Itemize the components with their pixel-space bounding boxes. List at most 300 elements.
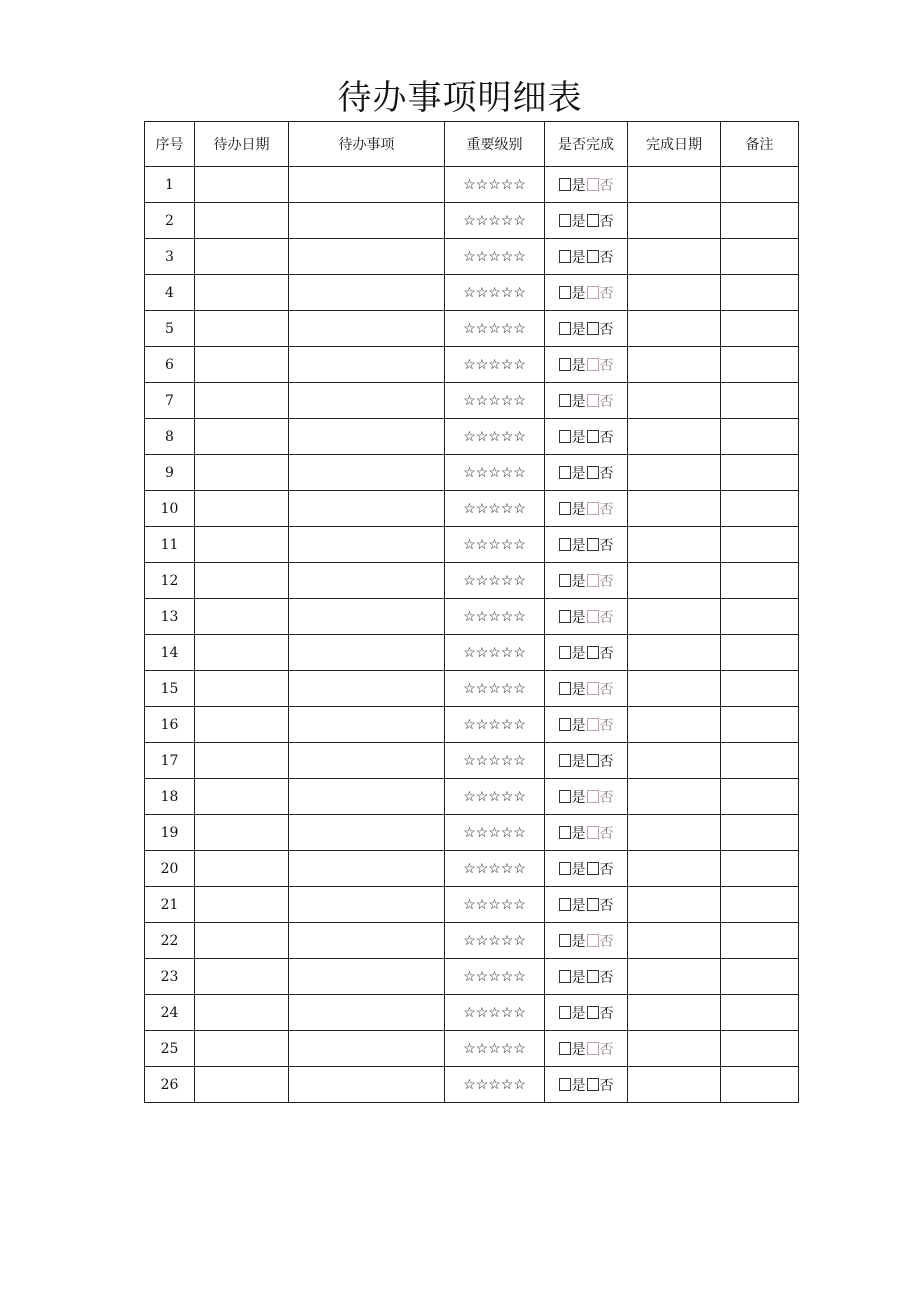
row-done-date-cell[interactable] <box>628 311 721 347</box>
row-date-cell[interactable] <box>195 203 289 239</box>
row-level-stars[interactable]: ☆☆☆☆☆ <box>445 1067 545 1103</box>
done-no-option[interactable] <box>587 862 614 878</box>
row-seq: 4 <box>145 275 195 311</box>
row-item-cell[interactable] <box>289 923 445 959</box>
row-item-cell[interactable] <box>289 491 445 527</box>
row-done-date-cell[interactable] <box>628 599 721 635</box>
done-no-label: 否 <box>599 861 614 878</box>
done-yes-label: 是 <box>571 969 586 986</box>
row-note-cell[interactable] <box>721 491 799 527</box>
table-row <box>145 851 799 887</box>
done-no-option[interactable] <box>587 970 614 986</box>
row-note-cell[interactable] <box>721 635 799 671</box>
done-yes-option[interactable] <box>559 502 586 518</box>
row-note-cell[interactable] <box>721 995 799 1031</box>
checkbox-icon[interactable] <box>559 574 571 587</box>
checkbox-icon[interactable] <box>587 502 599 515</box>
checkbox-icon[interactable] <box>559 358 571 371</box>
row-item-cell[interactable] <box>289 203 445 239</box>
done-no-option[interactable] <box>587 1078 614 1094</box>
row-item-cell[interactable] <box>289 1067 445 1103</box>
row-note-cell[interactable] <box>721 851 799 887</box>
header-done-date: 完成日期 <box>628 122 721 167</box>
row-date-cell[interactable] <box>195 1067 289 1103</box>
row-level-stars[interactable]: ☆☆☆☆☆ <box>445 563 545 599</box>
done-no-option[interactable] <box>587 502 614 518</box>
row-done-cell <box>545 455 628 491</box>
row-note-cell[interactable] <box>721 779 799 815</box>
done-yes-option[interactable] <box>559 574 586 590</box>
table-row <box>145 779 799 815</box>
done-yes-option[interactable] <box>559 250 586 266</box>
row-done-date-cell[interactable] <box>628 1031 721 1067</box>
row-date-cell[interactable] <box>195 383 289 419</box>
row-note-cell[interactable] <box>721 419 799 455</box>
row-seq: 8 <box>145 419 195 455</box>
checkbox-icon[interactable] <box>587 970 599 983</box>
checkbox-icon[interactable] <box>587 862 599 875</box>
checkbox-icon[interactable] <box>587 790 599 803</box>
row-level-stars[interactable]: ☆☆☆☆☆ <box>445 527 545 563</box>
row-done-cell <box>545 527 628 563</box>
row-done-date-cell[interactable] <box>628 455 721 491</box>
row-item-cell[interactable] <box>289 707 445 743</box>
row-date-cell[interactable] <box>195 851 289 887</box>
row-level-stars[interactable]: ☆☆☆☆☆ <box>445 167 545 203</box>
done-no-option[interactable] <box>587 646 614 662</box>
row-item-cell[interactable] <box>289 527 445 563</box>
row-item-cell[interactable] <box>289 815 445 851</box>
done-no-option[interactable] <box>587 718 614 734</box>
checkbox-icon[interactable] <box>559 682 571 695</box>
checkbox-icon[interactable] <box>587 358 599 371</box>
table-body <box>145 167 799 1103</box>
row-done-date-cell[interactable] <box>628 275 721 311</box>
checkbox-icon[interactable] <box>587 574 599 587</box>
done-no-label: 否 <box>599 1077 614 1094</box>
row-done-date-cell[interactable] <box>628 347 721 383</box>
checkbox-icon[interactable] <box>587 538 599 551</box>
row-item-cell[interactable] <box>289 239 445 275</box>
row-level-stars[interactable]: ☆☆☆☆☆ <box>445 347 545 383</box>
done-yes-option[interactable] <box>559 214 586 230</box>
checkbox-icon[interactable] <box>559 826 571 839</box>
row-level-stars[interactable]: ☆☆☆☆☆ <box>445 311 545 347</box>
checkbox-icon[interactable] <box>559 178 571 191</box>
done-yes-label: 是 <box>571 861 586 878</box>
table-row <box>145 743 799 779</box>
row-date-cell[interactable] <box>195 455 289 491</box>
checkbox-icon[interactable] <box>559 322 571 335</box>
row-done-cell <box>545 635 628 671</box>
done-no-label: 否 <box>599 933 614 950</box>
checkbox-icon[interactable] <box>559 430 571 443</box>
header-done: 是否完成 <box>545 122 628 167</box>
done-yes-option[interactable] <box>559 970 586 986</box>
row-date-cell[interactable] <box>195 491 289 527</box>
done-yes-option[interactable] <box>559 826 586 842</box>
checkbox-icon[interactable] <box>559 250 571 263</box>
row-level-stars[interactable]: ☆☆☆☆☆ <box>445 383 545 419</box>
row-item-cell[interactable] <box>289 455 445 491</box>
row-date-cell[interactable] <box>195 779 289 815</box>
done-yes-option[interactable] <box>559 754 586 770</box>
row-level-stars[interactable]: ☆☆☆☆☆ <box>445 275 545 311</box>
done-no-label: 否 <box>599 573 614 590</box>
checkbox-icon[interactable] <box>559 466 571 479</box>
checkbox-icon[interactable] <box>559 286 571 299</box>
row-level-stars[interactable]: ☆☆☆☆☆ <box>445 1031 545 1067</box>
row-note-cell[interactable] <box>721 743 799 779</box>
checkbox-icon[interactable] <box>587 934 599 947</box>
checkbox-icon[interactable] <box>587 394 599 407</box>
done-yes-option[interactable] <box>559 1006 586 1022</box>
done-yes-option[interactable] <box>559 322 586 338</box>
done-yes-option[interactable] <box>559 394 586 410</box>
row-item-cell[interactable] <box>289 779 445 815</box>
row-done-date-cell[interactable] <box>628 491 721 527</box>
row-level-stars[interactable]: ☆☆☆☆☆ <box>445 455 545 491</box>
done-no-option[interactable] <box>587 250 614 266</box>
row-done-date-cell[interactable] <box>628 815 721 851</box>
header-note: 备注 <box>721 122 799 167</box>
done-no-option[interactable] <box>587 826 614 842</box>
checkbox-icon[interactable] <box>587 1078 599 1091</box>
done-no-label: 否 <box>599 177 614 194</box>
done-yes-option[interactable] <box>559 358 586 374</box>
row-done-date-cell[interactable] <box>628 527 721 563</box>
row-done-date-cell[interactable] <box>628 779 721 815</box>
row-seq: 24 <box>145 995 195 1031</box>
row-note-cell[interactable] <box>721 167 799 203</box>
row-item-cell[interactable] <box>289 635 445 671</box>
row-seq: 26 <box>145 1067 195 1103</box>
row-level-stars[interactable]: ☆☆☆☆☆ <box>445 995 545 1031</box>
table-row <box>145 275 799 311</box>
table-row <box>145 995 799 1031</box>
row-item-cell[interactable] <box>289 167 445 203</box>
row-level-stars[interactable]: ☆☆☆☆☆ <box>445 815 545 851</box>
done-yes-option[interactable] <box>559 178 586 194</box>
done-yes-option[interactable] <box>559 646 586 662</box>
row-note-cell[interactable] <box>721 815 799 851</box>
checkbox-icon[interactable] <box>587 1042 599 1055</box>
row-level-stars[interactable]: ☆☆☆☆☆ <box>445 743 545 779</box>
done-no-option[interactable] <box>587 214 614 230</box>
checkbox-icon[interactable] <box>587 682 599 695</box>
done-yes-label: 是 <box>571 789 586 806</box>
row-note-cell[interactable] <box>721 671 799 707</box>
row-date-cell[interactable] <box>195 311 289 347</box>
done-no-option[interactable] <box>587 322 614 338</box>
table-row <box>145 1031 799 1067</box>
row-item-cell[interactable] <box>289 275 445 311</box>
row-date-cell[interactable] <box>195 419 289 455</box>
done-yes-option[interactable] <box>559 934 586 950</box>
done-yes-label: 是 <box>571 825 586 842</box>
row-date-cell[interactable] <box>195 239 289 275</box>
done-no-option[interactable] <box>587 430 614 446</box>
checkbox-icon[interactable] <box>559 394 571 407</box>
checkbox-icon[interactable] <box>587 718 599 731</box>
row-seq: 13 <box>145 599 195 635</box>
done-no-option[interactable] <box>587 538 614 554</box>
checkbox-icon[interactable] <box>587 646 599 659</box>
done-yes-label: 是 <box>571 753 586 770</box>
row-level-stars[interactable]: ☆☆☆☆☆ <box>445 779 545 815</box>
done-no-option[interactable] <box>587 934 614 950</box>
checkbox-icon[interactable] <box>559 898 571 911</box>
checkbox-icon[interactable] <box>559 754 571 767</box>
done-no-option[interactable] <box>587 286 614 302</box>
row-item-cell[interactable] <box>289 887 445 923</box>
row-date-cell[interactable] <box>195 347 289 383</box>
row-note-cell[interactable] <box>721 239 799 275</box>
row-note-cell[interactable] <box>721 707 799 743</box>
done-no-label: 否 <box>599 789 614 806</box>
row-done-date-cell[interactable] <box>628 167 721 203</box>
checkbox-icon[interactable] <box>559 970 571 983</box>
row-note-cell[interactable] <box>721 455 799 491</box>
done-yes-option[interactable] <box>559 862 586 878</box>
done-yes-option[interactable] <box>559 1078 586 1094</box>
row-done-date-cell[interactable] <box>628 239 721 275</box>
row-note-cell[interactable] <box>721 347 799 383</box>
done-no-label: 否 <box>599 393 614 410</box>
table-row <box>145 239 799 275</box>
table-row <box>145 419 799 455</box>
row-item-cell[interactable] <box>289 383 445 419</box>
done-no-label: 否 <box>599 825 614 842</box>
row-done-date-cell[interactable] <box>628 383 721 419</box>
row-done-date-cell[interactable] <box>628 563 721 599</box>
row-date-cell[interactable] <box>195 275 289 311</box>
row-date-cell[interactable] <box>195 167 289 203</box>
row-date-cell[interactable] <box>195 671 289 707</box>
done-yes-option[interactable] <box>559 790 586 806</box>
row-date-cell[interactable] <box>195 563 289 599</box>
row-done-date-cell[interactable] <box>628 887 721 923</box>
row-level-stars[interactable]: ☆☆☆☆☆ <box>445 851 545 887</box>
row-level-stars[interactable]: ☆☆☆☆☆ <box>445 887 545 923</box>
row-item-cell[interactable] <box>289 851 445 887</box>
done-no-option[interactable] <box>587 682 614 698</box>
checkbox-icon[interactable] <box>587 898 599 911</box>
table-row <box>145 563 799 599</box>
done-no-option[interactable] <box>587 754 614 770</box>
row-done-date-cell[interactable] <box>628 1067 721 1103</box>
table-row <box>145 383 799 419</box>
row-seq: 9 <box>145 455 195 491</box>
row-note-cell[interactable] <box>721 563 799 599</box>
done-no-option[interactable] <box>587 394 614 410</box>
row-item-cell[interactable] <box>289 959 445 995</box>
done-yes-option[interactable] <box>559 466 586 482</box>
checkbox-icon[interactable] <box>559 646 571 659</box>
row-seq: 11 <box>145 527 195 563</box>
row-seq: 3 <box>145 239 195 275</box>
checkbox-icon[interactable] <box>587 754 599 767</box>
row-note-cell[interactable] <box>721 527 799 563</box>
row-date-cell[interactable] <box>195 707 289 743</box>
done-no-label: 否 <box>599 285 614 302</box>
row-done-cell <box>545 347 628 383</box>
checkbox-icon[interactable] <box>587 466 599 479</box>
row-item-cell[interactable] <box>289 599 445 635</box>
row-seq: 14 <box>145 635 195 671</box>
row-level-stars[interactable]: ☆☆☆☆☆ <box>445 239 545 275</box>
done-yes-label: 是 <box>571 465 586 482</box>
row-note-cell[interactable] <box>721 1031 799 1067</box>
checkbox-icon[interactable] <box>559 790 571 803</box>
row-done-date-cell[interactable] <box>628 743 721 779</box>
checkbox-icon[interactable] <box>587 250 599 263</box>
row-date-cell[interactable] <box>195 995 289 1031</box>
row-date-cell[interactable] <box>195 743 289 779</box>
row-done-date-cell[interactable] <box>628 959 721 995</box>
row-level-stars[interactable]: ☆☆☆☆☆ <box>445 959 545 995</box>
row-seq: 19 <box>145 815 195 851</box>
row-done-cell <box>545 563 628 599</box>
row-item-cell[interactable] <box>289 671 445 707</box>
done-no-option[interactable] <box>587 466 614 482</box>
done-yes-option[interactable] <box>559 538 586 554</box>
row-item-cell[interactable] <box>289 347 445 383</box>
done-no-label: 否 <box>599 429 614 446</box>
done-yes-option[interactable] <box>559 286 586 302</box>
row-done-date-cell[interactable] <box>628 923 721 959</box>
done-no-option[interactable] <box>587 358 614 374</box>
row-date-cell[interactable] <box>195 815 289 851</box>
row-level-stars[interactable]: ☆☆☆☆☆ <box>445 599 545 635</box>
checkbox-icon[interactable] <box>559 934 571 947</box>
done-yes-label: 是 <box>571 645 586 662</box>
row-note-cell[interactable] <box>721 203 799 239</box>
row-item-cell[interactable] <box>289 1031 445 1067</box>
done-no-option[interactable] <box>587 610 614 626</box>
checkbox-icon[interactable] <box>587 430 599 443</box>
row-note-cell[interactable] <box>721 599 799 635</box>
checkbox-icon[interactable] <box>559 214 571 227</box>
table-row <box>145 707 799 743</box>
row-date-cell[interactable] <box>195 1031 289 1067</box>
checkbox-icon[interactable] <box>559 502 571 515</box>
table-row <box>145 887 799 923</box>
done-no-option[interactable] <box>587 898 614 914</box>
checkbox-icon[interactable] <box>559 1078 571 1091</box>
done-no-option[interactable] <box>587 574 614 590</box>
row-note-cell[interactable] <box>721 275 799 311</box>
row-note-cell[interactable] <box>721 1067 799 1103</box>
row-date-cell[interactable] <box>195 887 289 923</box>
done-no-option[interactable] <box>587 1006 614 1022</box>
row-level-stars[interactable]: ☆☆☆☆☆ <box>445 923 545 959</box>
row-done-cell <box>545 491 628 527</box>
row-date-cell[interactable] <box>195 959 289 995</box>
row-level-stars[interactable]: ☆☆☆☆☆ <box>445 203 545 239</box>
done-yes-label: 是 <box>571 213 586 230</box>
row-seq: 17 <box>145 743 195 779</box>
done-yes-option[interactable] <box>559 610 586 626</box>
checkbox-icon[interactable] <box>587 1006 599 1019</box>
done-no-label: 否 <box>599 717 614 734</box>
row-done-date-cell[interactable] <box>628 707 721 743</box>
checkbox-icon[interactable] <box>559 538 571 551</box>
checkbox-icon[interactable] <box>559 610 571 623</box>
done-yes-label: 是 <box>571 681 586 698</box>
done-no-label: 否 <box>599 753 614 770</box>
page-title: 待办事项明细表 <box>337 78 583 118</box>
done-yes-label: 是 <box>571 897 586 914</box>
row-note-cell[interactable] <box>721 311 799 347</box>
row-level-stars[interactable]: ☆☆☆☆☆ <box>445 419 545 455</box>
done-yes-option[interactable] <box>559 682 586 698</box>
table-row <box>145 527 799 563</box>
done-no-label: 否 <box>599 213 614 230</box>
header-level: 重要级别 <box>445 122 545 167</box>
done-no-option[interactable] <box>587 178 614 194</box>
row-note-cell[interactable] <box>721 959 799 995</box>
checkbox-icon[interactable] <box>559 718 571 731</box>
done-yes-option[interactable] <box>559 718 586 734</box>
done-yes-label: 是 <box>571 501 586 518</box>
row-done-date-cell[interactable] <box>628 851 721 887</box>
checkbox-icon[interactable] <box>587 610 599 623</box>
checkbox-icon[interactable] <box>559 862 571 875</box>
checkbox-icon[interactable] <box>559 1042 571 1055</box>
row-note-cell[interactable] <box>721 887 799 923</box>
row-date-cell[interactable] <box>195 527 289 563</box>
done-yes-option[interactable] <box>559 898 586 914</box>
row-date-cell[interactable] <box>195 635 289 671</box>
row-done-cell <box>545 311 628 347</box>
done-yes-option[interactable] <box>559 1042 586 1058</box>
row-done-cell <box>545 923 628 959</box>
row-done-cell <box>545 887 628 923</box>
row-level-stars[interactable]: ☆☆☆☆☆ <box>445 707 545 743</box>
row-date-cell[interactable] <box>195 923 289 959</box>
done-yes-option[interactable] <box>559 430 586 446</box>
checkbox-icon[interactable] <box>587 214 599 227</box>
row-done-date-cell[interactable] <box>628 419 721 455</box>
row-done-cell <box>545 851 628 887</box>
row-done-date-cell[interactable] <box>628 203 721 239</box>
row-level-stars[interactable]: ☆☆☆☆☆ <box>445 635 545 671</box>
row-note-cell[interactable] <box>721 383 799 419</box>
row-item-cell[interactable] <box>289 419 445 455</box>
row-date-cell[interactable] <box>195 599 289 635</box>
row-done-date-cell[interactable] <box>628 671 721 707</box>
done-no-option[interactable] <box>587 790 614 806</box>
row-item-cell[interactable] <box>289 743 445 779</box>
row-done-date-cell[interactable] <box>628 635 721 671</box>
checkbox-icon[interactable] <box>559 1006 571 1019</box>
checkbox-icon[interactable] <box>587 322 599 335</box>
checkbox-icon[interactable] <box>587 826 599 839</box>
row-note-cell[interactable] <box>721 923 799 959</box>
checkbox-icon[interactable] <box>587 178 599 191</box>
row-done-cell <box>545 743 628 779</box>
row-item-cell[interactable] <box>289 995 445 1031</box>
done-no-option[interactable] <box>587 1042 614 1058</box>
done-no-label: 否 <box>599 465 614 482</box>
row-level-stars[interactable]: ☆☆☆☆☆ <box>445 491 545 527</box>
row-item-cell[interactable] <box>289 311 445 347</box>
row-level-stars[interactable]: ☆☆☆☆☆ <box>445 671 545 707</box>
row-item-cell[interactable] <box>289 563 445 599</box>
row-done-date-cell[interactable] <box>628 995 721 1031</box>
checkbox-icon[interactable] <box>587 286 599 299</box>
